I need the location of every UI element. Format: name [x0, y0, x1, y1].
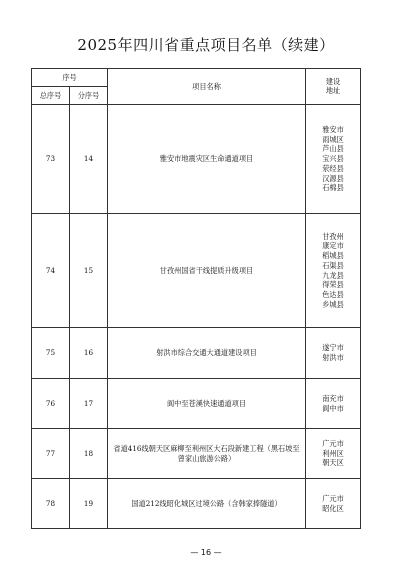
cell-project-name: 射洪市综合交通大通道建设项目: [108, 328, 306, 379]
location-item: 康定市: [322, 241, 344, 251]
location-item: 九龙县: [322, 270, 344, 280]
location-item: 昭化区: [322, 503, 344, 513]
location-item: 遂宁市: [322, 343, 344, 353]
header-sub-seq: 分序号: [70, 87, 108, 105]
cell-total-seq: 74: [32, 214, 70, 328]
header-total-seq: 总序号: [32, 87, 70, 105]
table-row: [32, 105, 361, 214]
cell-sub-seq: 15: [70, 214, 108, 328]
cell-total-seq: 78: [32, 479, 70, 529]
cell-total-seq: 73: [32, 105, 70, 214]
location-item: 利州区: [322, 448, 344, 458]
location-item: 广元市: [322, 438, 344, 448]
header-project-name: 项目名称: [108, 69, 306, 105]
location-item: 宝兴县: [322, 154, 344, 164]
table-body: [32, 105, 361, 529]
cell-sub-seq: 16: [70, 328, 108, 379]
header-location: [306, 69, 361, 105]
page-title: 2025年四川省重点项目名单（续建）: [77, 36, 335, 54]
location-item: 乡城县: [322, 299, 344, 309]
location-item: 石棉县: [322, 183, 344, 193]
location-item: 南充市: [322, 393, 344, 403]
cell-location: [306, 479, 361, 529]
table-row: [32, 479, 361, 529]
cell-location: [306, 328, 361, 379]
header-seq-group: 序号: [32, 69, 108, 87]
project-table: [31, 68, 361, 529]
cell-location: [306, 214, 361, 328]
location-item: 朝天区: [322, 458, 344, 468]
location-item: 稻城县: [322, 251, 344, 261]
cell-location: [306, 429, 361, 479]
location-item: 阆中市: [322, 403, 344, 413]
location-item: 石渠县: [322, 260, 344, 270]
location-item: 荥经县: [322, 163, 344, 173]
location-item: 芦山县: [322, 144, 344, 154]
location-item: 色达县: [322, 289, 344, 299]
cell-total-seq: 76: [32, 379, 70, 429]
table-row: [32, 429, 361, 479]
cell-total-seq: 75: [32, 328, 70, 379]
cell-project-name: 甘孜州国省干线提质升级项目: [108, 214, 306, 328]
cell-project-name: 雅安市地震灾区生命通道项目: [108, 105, 306, 214]
location-item: 射洪市: [322, 353, 344, 362]
cell-project-name: 国道212线昭化城区过境公路（含韩家捧隧道）: [108, 479, 306, 529]
table-row: [32, 328, 361, 379]
cell-sub-seq: 17: [70, 379, 108, 429]
cell-sub-seq: 14: [70, 105, 108, 214]
cell-location: [306, 379, 361, 429]
location-item: 广元市: [322, 493, 344, 503]
table-row: [32, 214, 361, 328]
cell-sub-seq: 19: [70, 479, 108, 529]
location-item: 雨城区: [322, 134, 344, 144]
location-item: 汉源县: [322, 173, 344, 183]
location-item: 甘孜州: [322, 231, 344, 241]
location-item: 雅安市: [322, 124, 344, 134]
table-row: [32, 379, 361, 429]
page-number: — 16 —: [190, 548, 222, 557]
location-item: 得荣县: [322, 280, 344, 290]
cell-project-name: 阆中至苍溪快速通道项目: [108, 379, 306, 429]
cell-project-name: 省道416线朝天区麻柳至利州区大石段新建工程（黑石坡至曾家山旅游公路）: [108, 429, 306, 479]
cell-total-seq: 77: [32, 429, 70, 479]
header-location-text: 建设地址: [325, 76, 341, 96]
cell-location: [306, 105, 361, 214]
cell-sub-seq: 18: [70, 429, 108, 479]
